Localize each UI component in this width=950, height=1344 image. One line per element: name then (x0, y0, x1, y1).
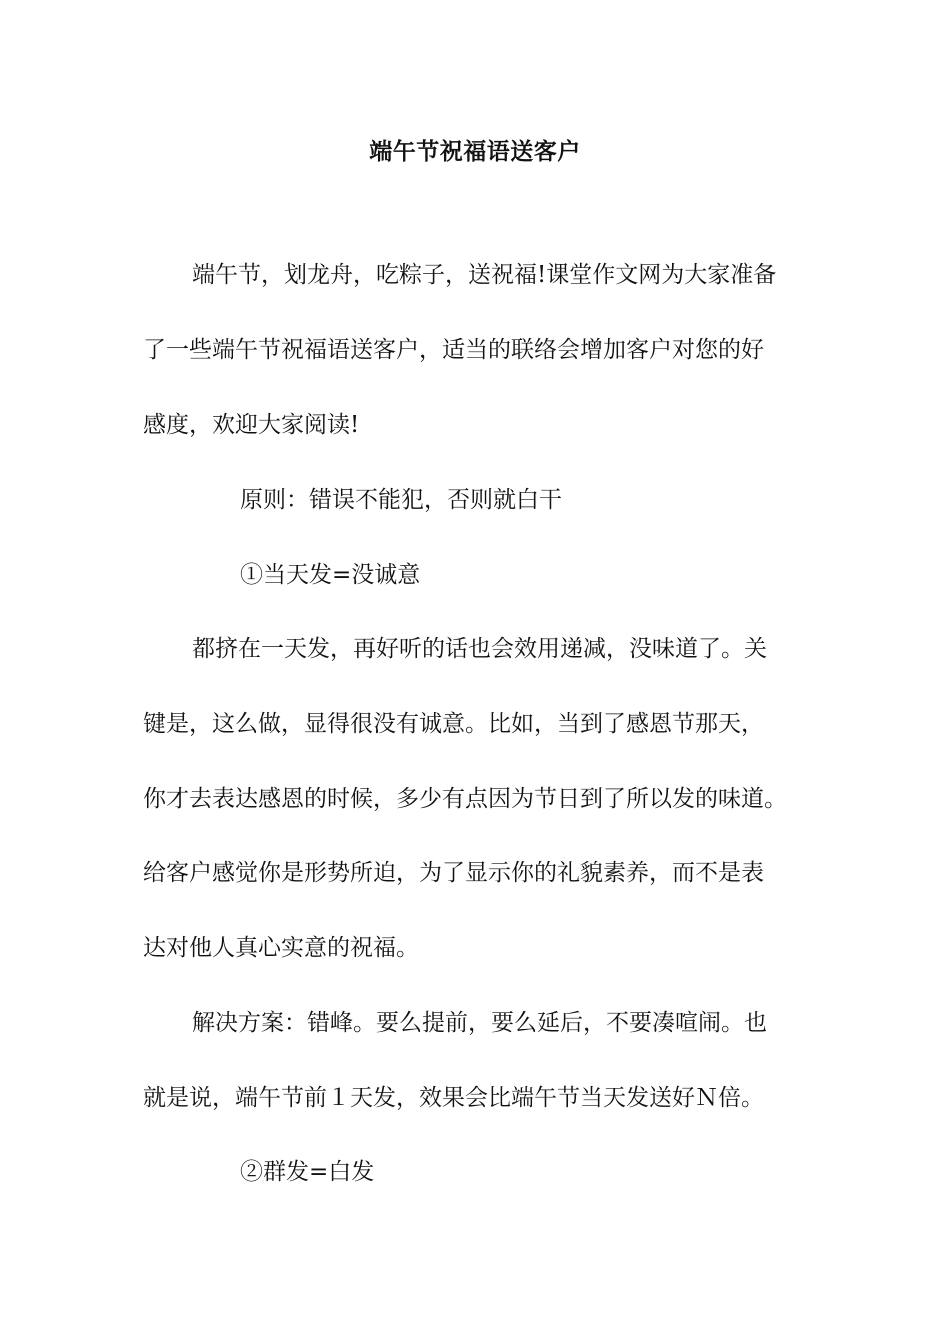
section-heading-2: ②群发=白发 (240, 1159, 375, 1185)
document-title: 端午节祝福语送客户 (369, 138, 581, 165)
paragraph-line: 了一些端午节祝福语送客户，适当的联络会增加客户对您的好 (143, 337, 764, 363)
paragraph-line: 都挤在一天发，再好听的话也会效用递减，没味道了。关 (192, 636, 767, 662)
paragraph-line: 端午节，划龙舟，吃粽子，送祝福!课堂作文网为大家准备 (192, 262, 777, 288)
paragraph-line: 解决方案：错峰。要么提前，要么延后，不要凑喧闹。也 (192, 1010, 767, 1036)
principle-line: 原则：错误不能犯，否则就白干 (240, 487, 562, 513)
section-heading-1: ①当天发=没诚意 (240, 562, 421, 588)
paragraph-line: 就是说，端午节前１天发，效果会比端午节当天发送好Ｎ倍。 (143, 1085, 764, 1111)
paragraph-line: 达对他人真心实意的祝福。 (143, 935, 419, 961)
paragraph-line: 感度，欢迎大家阅读! (143, 412, 360, 438)
paragraph-line: 键是，这么做，显得很没有诚意。比如，当到了感恩节那天， (143, 711, 764, 737)
paragraph-line: 你才去表达感恩的时候，多少有点因为节日到了所以发的味道。 (143, 786, 787, 812)
paragraph-line: 给客户感觉你是形势所迫，为了显示你的礼貌素养，而不是表 (143, 860, 764, 886)
